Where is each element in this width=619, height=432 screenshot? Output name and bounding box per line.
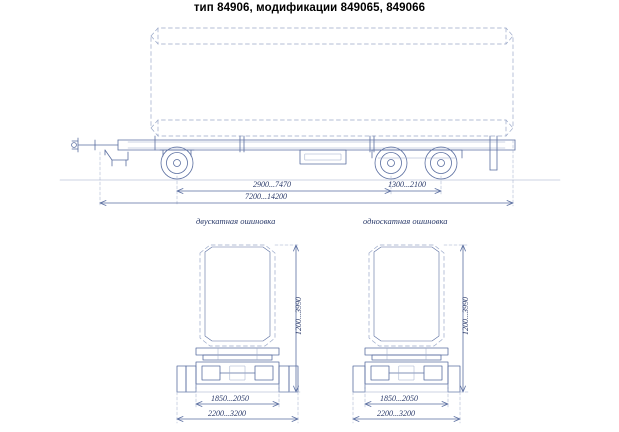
axle-assembly-dual: [196, 362, 279, 384]
dim-label-axle-spread-front: 2900...7470: [253, 180, 291, 189]
page-title: тип 84906, модификации 849065, 849066: [193, 2, 426, 14]
dim-overall-length: [100, 201, 513, 206]
dim-label-track-dual: 1850...2050: [211, 394, 249, 403]
dim-label-width-dual: 2200...3200: [208, 409, 246, 418]
dim-axle-spread-rear: [391, 189, 441, 194]
axle-rear-1: [375, 147, 407, 179]
dim-label-track-single: 1850...2050: [380, 394, 418, 403]
chassis-plate-dual: [196, 348, 279, 360]
wheels-dual: [177, 366, 298, 392]
dim-label-height-dual: 1200...3990: [294, 297, 303, 335]
section-caption-single: односкатная ошиновка: [363, 216, 448, 226]
dim-label-height-single: 1200...3990: [461, 297, 470, 335]
dim-label-axle-spread-rear: 1300...2100: [388, 180, 426, 189]
chassis-frame: [118, 140, 515, 150]
axle-assembly-single: [365, 362, 448, 384]
dim-label-overall-length: 7200...14200: [245, 192, 287, 201]
axle-front: [160, 147, 194, 179]
chassis-plate-single: [365, 348, 448, 360]
side-box: [300, 150, 346, 164]
section-caption-dual: двускатная ошиновка: [196, 216, 276, 226]
dim-label-width-single: 2200...3200: [377, 409, 415, 418]
frame-supports: [155, 136, 497, 170]
side-view-group: [60, 28, 560, 206]
cargo-box-outline: [151, 28, 513, 136]
axle-rear-2: [425, 147, 457, 179]
wheels-single: [353, 366, 460, 392]
